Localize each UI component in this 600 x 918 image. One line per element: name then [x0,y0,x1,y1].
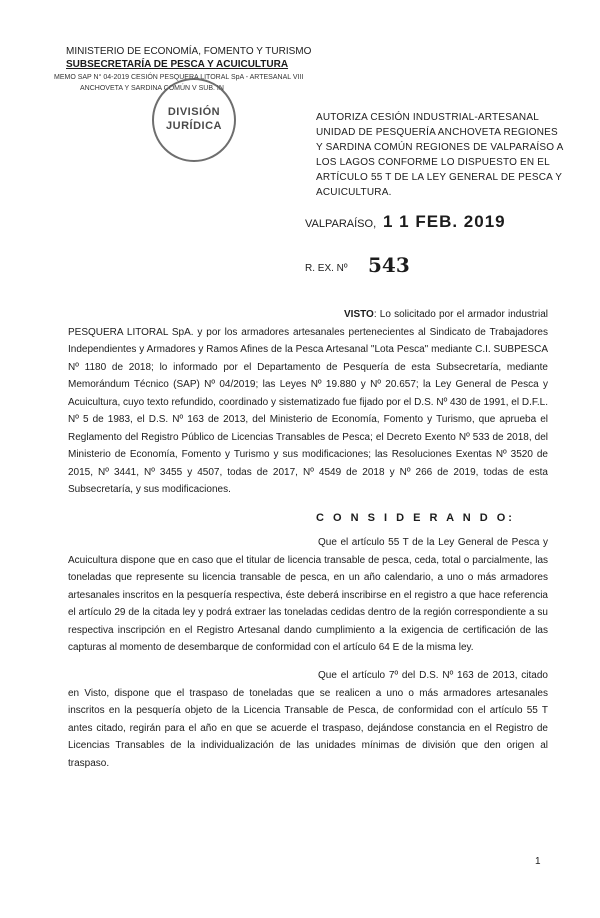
resolution-number: 543 [368,253,410,277]
subsecretaria-heading: SUBSECRETARÍA DE PESCA Y ACUICULTURA [66,59,289,70]
place-label: VALPARAÍSO, [305,218,377,230]
resolution-date: 1 1 FEB. 2019 [383,212,506,231]
division-juridica-stamp [152,78,236,162]
considerando-heading: C O N S I D E R A N D O: [316,512,515,524]
stamp-line2: JURÍDICA [166,120,222,132]
considerando-paragraph-1: Que el artículo 55 T de la Ley General de Pesca y Acuicultura dispone que en caso que el titular de licencia transable de pesca, ceda, total o parcialmente, las toneladas que represente su licencia transable de pesca, en un año calendario, a uno o más armadores artesanales inscritos en la pesquería respectiva, éste deberá inscribirse en el registro a que hace referencia el artículo 29 de la citada ley y podrá extraer las toneladas cedidas dentro de la región correspondiente a su respectiva inscripción en el Registro Artesanal dando cumplimiento a la exigencia de certificación de las capturas al momento de desembarque de conformidad con el artículo 64 E de la misma ley. [68,537,548,653]
memo-reference-line2: ANCHOVETA Y SARDINA COMÚN V SUB. IN [80,85,224,92]
visto-label: VISTO [344,309,374,320]
resolution-number-label: R. EX. Nº [305,263,348,274]
page-number: 1 [535,856,541,867]
considerando-paragraph-2: Que el artículo 7º del D.S. Nº 163 de 2013, citado en Visto, dispone que el traspaso de toneladas que se realicen a uno o más armadores artesanales inscritos en la pesquería objeto de la Licencia Transable de Pesca, de conformidad con el artículo 55 T antes citado, regirán para el año en que se acuerde el traspaso, dejándose constancia en el Registro de Licencias Transables de la individualización de las unidades mínimas de división que den origen al traspaso. [68,670,548,769]
memo-reference-line1: MEMO SAP N° 04-2019 CESIÓN PESQUERA LITORAL SpA - ARTESANAL VIII [54,74,304,81]
visto-text: : Lo solicitado por el armador industrial PESQUERA LITORAL SpA. y por los armadores artesanales pertenecientes al Sindicato de Trabajadores Independientes y Armadores y Ramos Afines de la Pesca Artesanal "Lota Pesca" mediante C.I. SUBPESCA Nº 1180 de 2018; lo informado por el Departamento de Pesquería de esta Subsecretaría, mediante Memorándum Técnico (SAP) Nº 04/2019; las Leyes Nº 19.880 y Nº 20.657; la Ley General de Pesca y Acuicultura, cuyo texto refundido, coordinado y sistematizado fue fijado por el D.S. Nº 430 de 1991, el D.F.L. Nº 5 de 1983, el D.S. Nº 163 de 2013, del Ministerio de Economía, Fomento y Turismo, que aprueba el Reglamento del Registro Público de Licencias Transables de Pesca; el Decreto Exento Nº 533 de 2018, del Ministerio de Economía, Fomento y Turismo y sus modificaciones; las Resoluciones Exentas Nº 3520 de 2015, Nº 3441, Nº 3455 y 4507, todas de 2017, Nº 4549 de 2018 y Nº 266 de 2019, todas de esta Subsecretaría, y sus modificaciones. [68,309,548,495]
visto-paragraph [68,306,548,499]
ministry-heading: MINISTERIO DE ECONOMÍA, FOMENTO Y TURISMO [66,46,312,57]
resolution-title: AUTORIZA CESIÓN INDUSTRIAL-ARTESANAL UNIDAD DE PESQUERÍA ANCHOVETA REGIONES Y SARDINA COMÚN REGIONES DE VALPARAÍSO A LOS LAGOS CONFORME LO DISPUESTO EN EL ARTÍCULO 55 T DE LA LEY GENERAL DE PESCA Y ACUICULTURA. [316,112,563,198]
stamp-line1: DIVISIÓN [167,106,221,118]
